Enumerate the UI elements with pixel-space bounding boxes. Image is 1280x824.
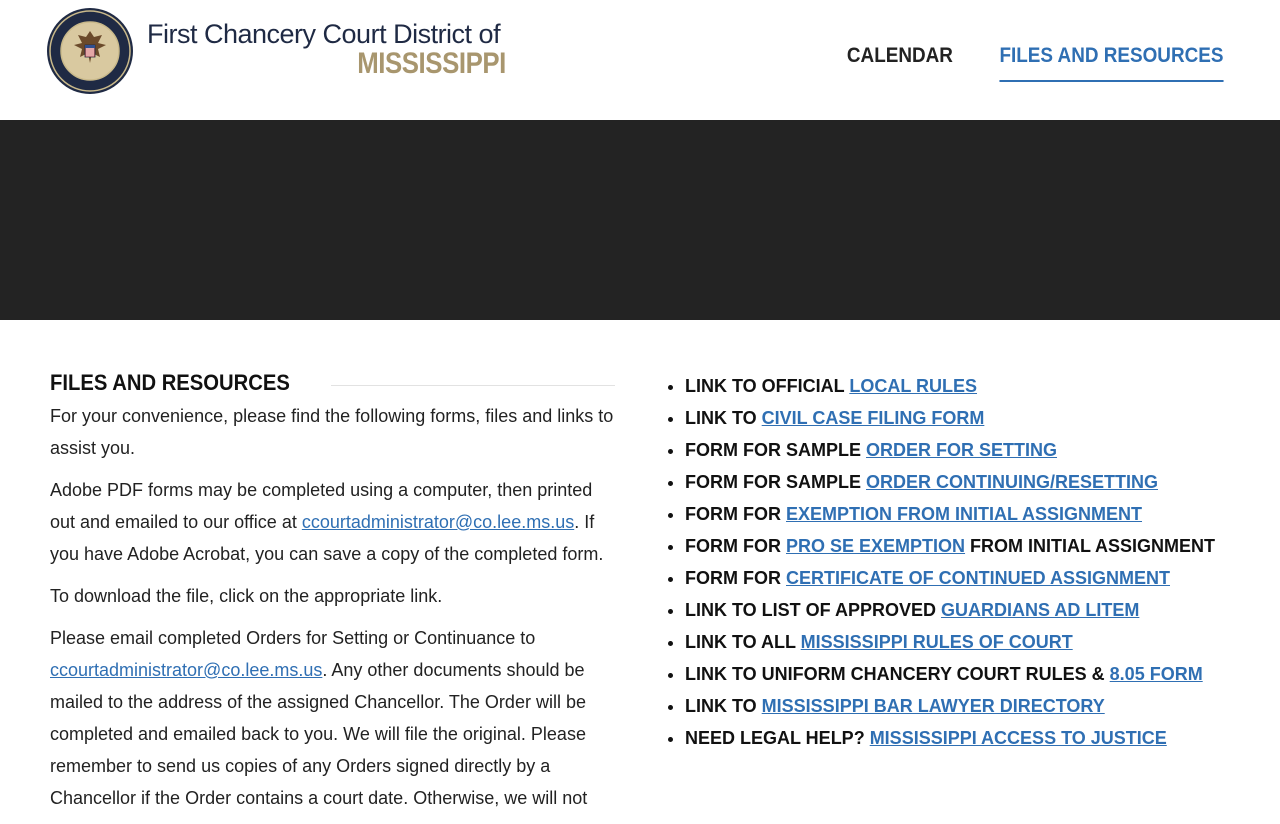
list-item: • FORM FOR EXEMPTION FROM INITIAL ASSIGNMENT	[685, 498, 1255, 530]
download-paragraph: To download the file, click on the appropriate link.	[50, 586, 443, 606]
bar-directory-link[interactable]: MISSISSIPPI BAR LAWYER DIRECTORY	[761, 696, 1105, 716]
mississippi-state-seal-icon[interactable]	[46, 7, 134, 95]
exemption-link[interactable]: EXEMPTION FROM INITIAL ASSIGNMENT	[786, 504, 1143, 524]
site-title-line1: First Chancery Court District of	[147, 19, 501, 49]
resource-list	[665, 370, 1255, 754]
section-heading-row	[50, 370, 615, 396]
email-link[interactable]: ccourtadministrator@co.lee.ms.us	[301, 512, 575, 532]
local-rules-link[interactable]: LOCAL RULES	[849, 376, 978, 396]
list-item: • LINK TO OFFICIAL LOCAL RULES	[685, 370, 1255, 402]
list-item: • NEED LEGAL HELP? MISSISSIPPI ACCESS TO JUSTICE	[685, 722, 1255, 754]
certificate-link[interactable]: CERTIFICATE OF CONTINUED ASSIGNMENT	[786, 568, 1170, 588]
page-heading: FILES AND RESOURCES	[50, 370, 290, 395]
site-title-line2: MISSISSIPPI	[357, 47, 506, 80]
pdf-paragraph: Adobe PDF forms may be completed using a computer, then printed out and emailed to our office at ccourtadministrator@co.lee.ms.us. If you have Adobe Acrobat, you can save a copy of the completed form.	[50, 480, 604, 564]
list-item: • FORM FOR CERTIFICATE OF CONTINUED ASSIGNMENT	[685, 562, 1255, 594]
intro-paragraph: For your convenience, please find the following forms, files and links to assist you.	[50, 406, 614, 458]
rules-of-court-link[interactable]: MISSISSIPPI RULES OF COURT	[800, 632, 1073, 652]
list-item: • LINK TO LIST OF APPROVED GUARDIANS AD LITEM	[685, 594, 1255, 626]
order-for-setting-link[interactable]: ORDER FOR SETTING	[866, 440, 1058, 460]
main-nav	[841, 44, 1236, 82]
list-item: • LINK TO CIVIL CASE FILING FORM	[685, 402, 1255, 434]
access-to-justice-link[interactable]: MISSISSIPPI ACCESS TO JUSTICE	[869, 728, 1167, 748]
list-item: • FORM FOR SAMPLE ORDER CONTINUING/RESETTING	[685, 466, 1255, 498]
order-continuing-link[interactable]: ORDER CONTINUING/RESETTING	[866, 472, 1159, 492]
email-link-2[interactable]: ccourtadministrator@co.lee.ms.us	[50, 660, 323, 680]
list-item: • LINK TO UNIFORM CHANCERY COURT RULES & 8.05 FORM	[685, 658, 1255, 690]
heading-divider	[331, 385, 615, 386]
nav-calendar[interactable]: CALENDAR	[847, 44, 954, 67]
form-805-link[interactable]: 8.05 FORM	[1109, 664, 1203, 684]
list-item: • LINK TO ALL MISSISSIPPI RULES OF COURT	[685, 626, 1255, 658]
guardians-ad-litem-link[interactable]: GUARDIANS AD LITEM	[941, 600, 1140, 620]
orders-paragraph: Please email completed Orders for Setting or Continuance to ccourtadministrator@co.lee.ms.us. Any other documents should be mailed to the address of the assigned Chancellor. The Order will be completed and emailed back to you. We will file the original. Please remember to send us copies of any Orders signed directly by a Chancellor if the Order contains a court date. Otherwise, we will not	[50, 628, 588, 808]
civil-case-filing-form-link[interactable]: CIVIL CASE FILING FORM	[761, 408, 985, 428]
hero-banner	[0, 120, 1280, 320]
resource-links	[665, 370, 1255, 754]
list-item: • FORM FOR SAMPLE ORDER FOR SETTING	[685, 434, 1255, 466]
content-left	[50, 370, 615, 824]
nav-files-and-resources[interactable]: FILES AND RESOURCES	[1000, 44, 1224, 82]
list-item: • LINK TO MISSISSIPPI BAR LAWYER DIRECTORY	[685, 690, 1255, 722]
site-header	[0, 0, 1280, 120]
pro-se-exemption-link[interactable]: PRO SE EXEMPTION	[786, 536, 966, 556]
list-item: • FORM FOR PRO SE EXEMPTION FROM INITIAL ASSIGNMENT	[685, 530, 1255, 562]
